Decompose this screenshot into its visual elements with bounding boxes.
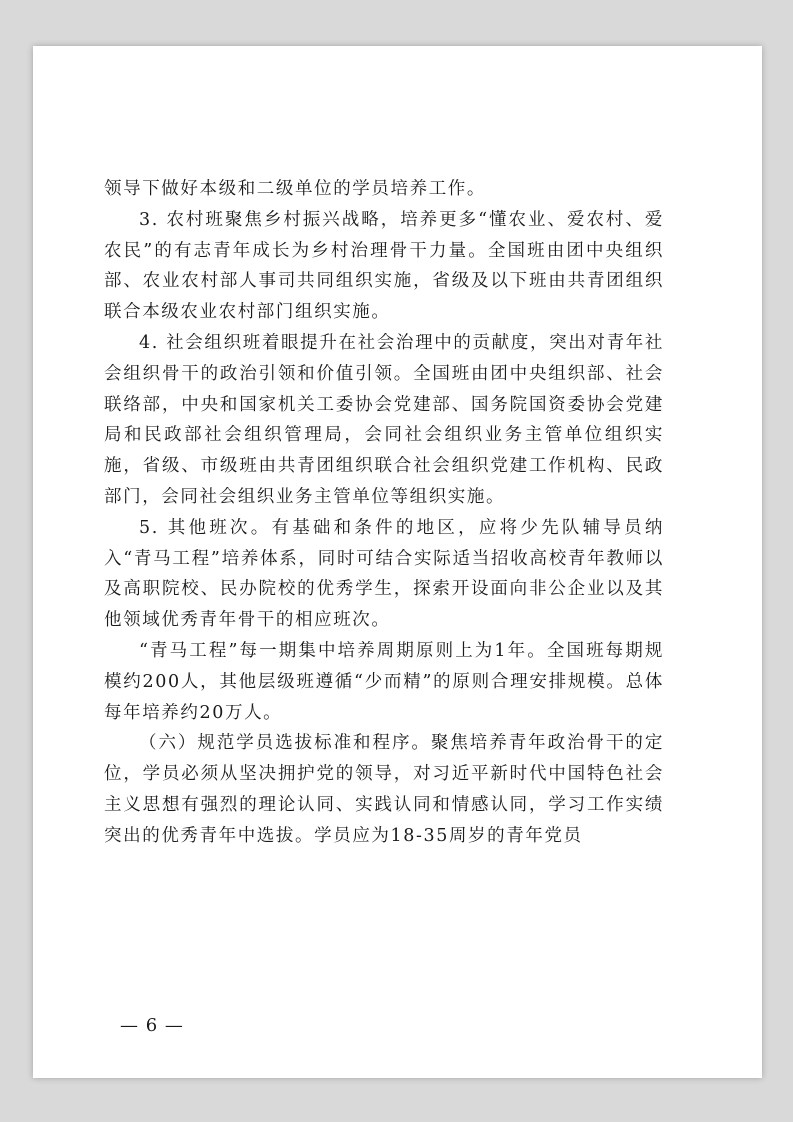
document-body <box>104 174 664 852</box>
paragraph-rural-class: 3. 农村班聚焦乡村振兴战略，培养更多“懂农业、爱农村、爱农民”的有志青年成长为乡村治理骨干力量。全国班由团中央组织部、农业农村部人事司共同组织实施，省级及以下班由共青团组织联合本级农业农村部门组织实施。 <box>104 209 664 323</box>
paragraph-training-cycle: “青马工程”每一期集中培养周期原则上为1年。全国班每期规模约200人，其他层级班遵循“少而精”的原则合理安排规模。总体每年培养约20万人。 <box>104 640 664 723</box>
paragraph-social-org-class: 4. 社会组织班着眼提升在社会治理中的贡献度，突出对青年社会组织骨干的政治引领和价值引领。全国班由团中央组织部、社会联络部，中央和国家机关工委协会党建部、国务院国资委协会党建局和民政部社会组织管理局，会同社会组织业务主管单位组织实施，省级、市级班由共青团组织联合社会组织党建工作机构、民政部门，会同社会组织业务主管单位等组织实施。 <box>104 332 664 507</box>
paragraph-other-classes: 5. 其他班次。有基础和条件的地区，应将少先队辅导员纳入“青马工程”培养体系，同时可结合实际适当招收高校青年教师以及高职院校、民办院校的优秀学生，探索开设面向非公企业以及其他领域优秀青年骨干的相应班次。 <box>104 517 664 631</box>
page-number: — 6 — <box>120 1015 184 1036</box>
paragraph-continuation: 领导下做好本级和二级单位的学员培养工作。 <box>104 179 486 199</box>
paragraph-selection-standards: （六）规范学员选拔标准和程序。聚焦培养青年政治骨干的定位，学员必须从坚决拥护党的领导，对习近平新时代中国特色社会主义思想有强烈的理论认同、实践认同和情感认同，学习工作实绩突出的优秀青年中选拔。学员应为18-35周岁的青年党员 <box>104 733 664 846</box>
